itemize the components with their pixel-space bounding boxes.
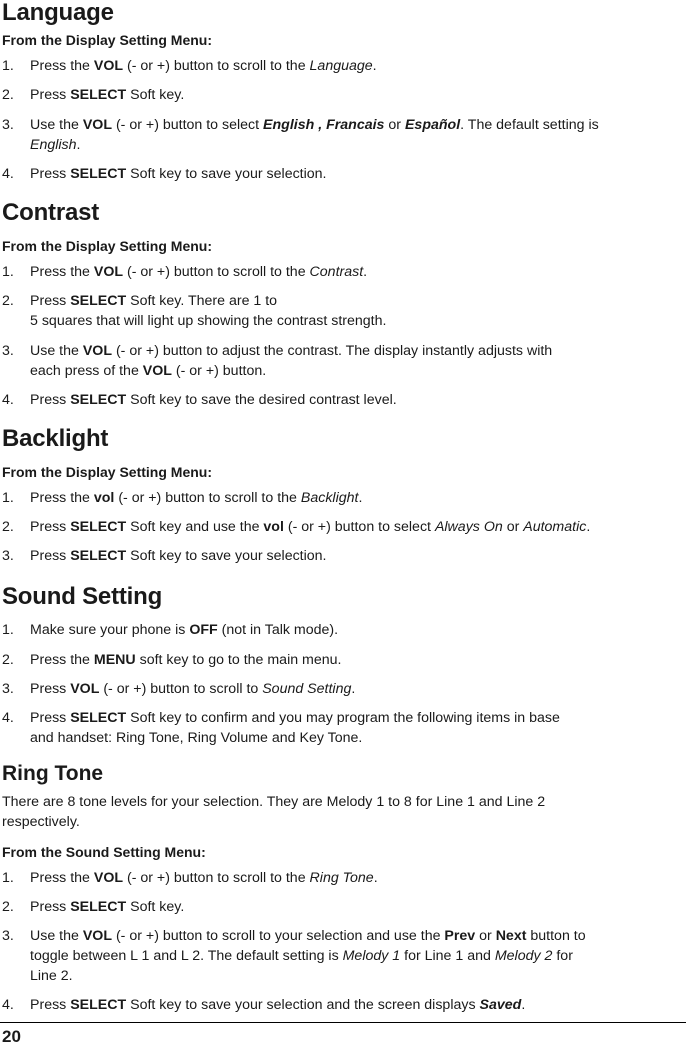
backlight-heading: Backlight xyxy=(2,425,109,452)
sound-setting-heading: Sound Setting xyxy=(2,583,163,610)
contrast-heading: Contrast xyxy=(2,199,100,226)
ring-tone-heading: Ring Tone xyxy=(2,762,104,785)
backlight-menu-from: From the Display Setting Menu: xyxy=(2,464,213,480)
language-heading: Language xyxy=(2,0,114,26)
contrast-menu-from: From the Display Setting Menu: xyxy=(2,238,213,254)
page-number: 20 xyxy=(2,1027,21,1046)
language-menu-from: From the Display Setting Menu: xyxy=(2,32,213,48)
ring-tone-menu-from: From the Sound Setting Menu: xyxy=(2,844,206,860)
footer-rule xyxy=(0,1022,686,1023)
ring-tone-intro: There are 8 tone levels for your selection. They are Melody 1 to 8 for Line 1 and Line 2 respectively. xyxy=(2,794,546,830)
manual-page: Language From the Display Setting Menu: 1. Press the VOL (- or +) button to scroll to the Language. 2. Press SELECT Soft key. 3. Use the VOL (- or +) button to select English , Francais or Español. The default setting is English. 4. Press SELECT Soft key to save your selection. Contrast From the Display Setting Menu: 1. Press the VOL (- or +) button to scroll to the Contrast. 2. Press SELECT Soft key. There are 1 to 5 squares that will light up showing the contrast strength. 3. Use the VOL (- or +) button to adjust the contrast. The display instantly adjusts with each press of the VOL (- or +) button. 4. Press SELECT Soft key to save the desired contrast level. Backlight From the Display Setting Menu: 1. Press the vol (- or +) button to scroll to the Backlight. 2. Press SELECT Soft key and use the vol (- or +) button to select Always On or Automatic. 3. Press SELECT Soft key to save your selection. Sound Setting 1. Make sure your phone is OFF (not in Talk mode). 2. Press the MENU soft key to go to the main menu. 3. Press VOL (- or +) button to scroll to Sound Setting. 4. Press SELECT Soft key to confirm and you may program the following items in base and handset: Ring Tone, Ring Volume and Key Tone. Ring Tone There are 8 tone levels for your selection. They are Melody 1 to 8 for Line 1 and Line 2 respectively. From the Sound Setting Menu: 1. Press the VOL (- or +) button to scroll to the Ring Tone. 2. Press SELECT Soft key. 3. Use the VOL (- or +) button to scroll to your selection and use the Prev or Next button to toggle between L 1 and L 2. The default setting is Melody 1 for Line 1 and Melody 2 for Line 2. 4. Press SELECT Soft key to save your selection and the screen displays Saved. 20 xyxy=(0,0,686,1048)
